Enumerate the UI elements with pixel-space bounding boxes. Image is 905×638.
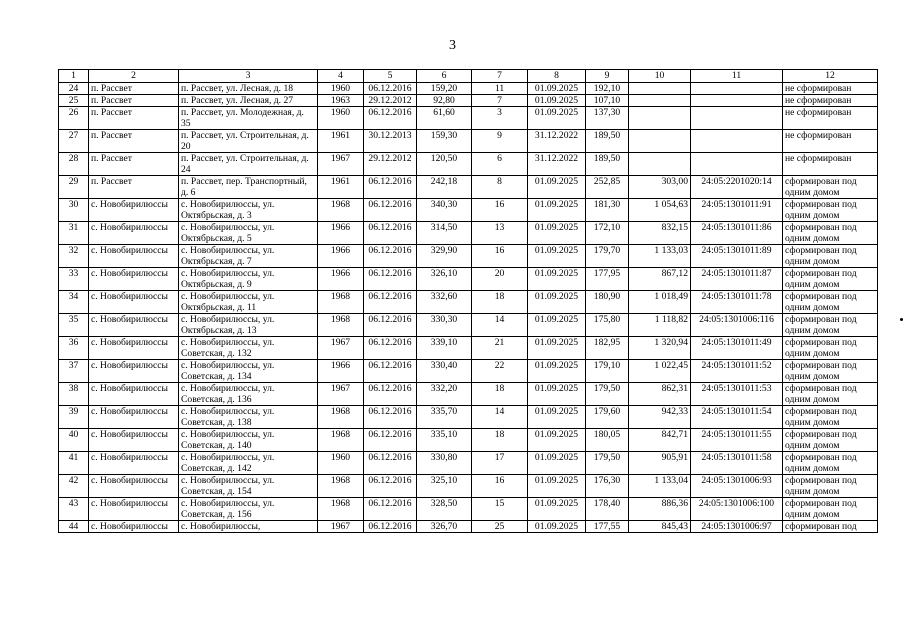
cell-settlement: с. Новобирилюссы — [89, 452, 179, 475]
cell-land-area: 942,33 — [629, 406, 691, 429]
cell-date: 06.12.2016 — [364, 199, 417, 222]
cell-settlement: с. Новобирилюссы — [89, 383, 179, 406]
cell-address: п. Рассвет, ул. Лесная, д. 18 — [179, 83, 318, 95]
cell-date: 01.09.2025 — [528, 498, 586, 521]
cell-status: сформирован под одним домом — [783, 383, 878, 406]
cell-date: 01.09.2025 — [528, 245, 586, 268]
cell-year: 1968 — [318, 291, 364, 314]
cell-number: 37 — [59, 360, 89, 383]
cell-cadastral — [691, 83, 783, 95]
cell-year: 1968 — [318, 199, 364, 222]
table-row — [59, 406, 878, 429]
cell-area: 332,60 — [417, 291, 472, 314]
cell-status: не сформирован — [783, 95, 878, 107]
cell-number: 26 — [59, 107, 89, 130]
cell-area: 335,70 — [417, 406, 472, 429]
cell-count: 15 — [472, 498, 528, 521]
cell-number: 36 — [59, 337, 89, 360]
cell-date: 01.09.2025 — [528, 452, 586, 475]
cell-land-area — [629, 130, 691, 153]
cell-value: 178,40 — [586, 498, 629, 521]
cell-address: с. Новобирилюссы, ул. Октябрьская, д. 13 — [179, 314, 318, 337]
column-header: 9 — [586, 70, 629, 83]
cell-date: 01.09.2025 — [528, 337, 586, 360]
cell-number: 35 — [59, 314, 89, 337]
cell-cadastral: 24:05:1301011:52 — [691, 360, 783, 383]
cell-status: не сформирован — [783, 130, 878, 153]
cell-date: 01.09.2025 — [528, 268, 586, 291]
cell-land-area: 1 118,82 — [629, 314, 691, 337]
table-row — [59, 245, 878, 268]
cell-status: сформирован под одним домом — [783, 245, 878, 268]
cell-date: 01.09.2025 — [528, 475, 586, 498]
cell-date: 01.09.2025 — [528, 360, 586, 383]
cell-year: 1966 — [318, 222, 364, 245]
cell-count: 6 — [472, 153, 528, 176]
cell-number: 31 — [59, 222, 89, 245]
cell-land-area: 1 022,45 — [629, 360, 691, 383]
cell-date: 06.12.2016 — [364, 521, 417, 533]
cell-area: 335,10 — [417, 429, 472, 452]
cell-land-area: 1 133,03 — [629, 245, 691, 268]
table-row — [59, 452, 878, 475]
cell-count: 18 — [472, 383, 528, 406]
page-number: 3 — [449, 38, 456, 53]
column-header: 12 — [783, 70, 878, 83]
cell-address: с. Новобирилюссы, ул. Советская, д. 140 — [179, 429, 318, 452]
cell-land-area: 842,71 — [629, 429, 691, 452]
cell-area: 340,30 — [417, 199, 472, 222]
cell-number: 34 — [59, 291, 89, 314]
cell-value: 182,95 — [586, 337, 629, 360]
cell-status: сформирован под одним домом — [783, 498, 878, 521]
cell-count: 14 — [472, 406, 528, 429]
column-header: 7 — [472, 70, 528, 83]
cell-year: 1968 — [318, 429, 364, 452]
cell-count: 18 — [472, 429, 528, 452]
cell-land-area: 862,31 — [629, 383, 691, 406]
cell-date: 06.12.2016 — [364, 245, 417, 268]
cell-status: сформирован под одним домом — [783, 337, 878, 360]
cell-address: с. Новобирилюссы, ул. Октябрьская, д. 11 — [179, 291, 318, 314]
cell-settlement: п. Рассвет — [89, 176, 179, 199]
cell-cadastral: 24:05:1301011:58 — [691, 452, 783, 475]
cell-year: 1967 — [318, 153, 364, 176]
cell-count: 21 — [472, 337, 528, 360]
cell-date: 29.12.2012 — [364, 95, 417, 107]
cell-area: 332,20 — [417, 383, 472, 406]
cell-status: не сформирован — [783, 83, 878, 95]
cell-status: сформирован под одним домом — [783, 222, 878, 245]
cell-land-area: 1 320,94 — [629, 337, 691, 360]
cell-year: 1968 — [318, 498, 364, 521]
table-row — [59, 291, 878, 314]
cell-address: с. Новобирилюссы, ул. Октябрьская, д. 9 — [179, 268, 318, 291]
cell-land-area: 1 018,49 — [629, 291, 691, 314]
cell-year: 1960 — [318, 452, 364, 475]
cell-area: 339,10 — [417, 337, 472, 360]
cell-cadastral — [691, 107, 783, 130]
cell-cadastral: 24:05:1301011:86 — [691, 222, 783, 245]
table-row — [59, 383, 878, 406]
cell-address: п. Рассвет, ул. Строительная, д. 24 — [179, 153, 318, 176]
cell-status: сформирован под одним домом — [783, 314, 878, 337]
cell-status: сформирован под одним домом — [783, 475, 878, 498]
cell-cadastral: 24:05:1301006:100 — [691, 498, 783, 521]
cell-date: 01.09.2025 — [528, 222, 586, 245]
cell-settlement: с. Новобирилюссы — [89, 429, 179, 452]
cell-date: 06.12.2016 — [364, 83, 417, 95]
cell-area: 329,90 — [417, 245, 472, 268]
cell-value: 252,85 — [586, 176, 629, 199]
cell-number: 32 — [59, 245, 89, 268]
cell-address: с. Новобирилюссы, ул. Советская, д. 154 — [179, 475, 318, 498]
cell-number: 27 — [59, 130, 89, 153]
cell-settlement: п. Рассвет — [89, 153, 179, 176]
cell-address: с. Новобирилюссы, ул. Советская, д. 134 — [179, 360, 318, 383]
cell-status: сформирован под одним домом — [783, 360, 878, 383]
cell-status: сформирован под одним домом — [783, 176, 878, 199]
cell-land-area: 905,91 — [629, 452, 691, 475]
cell-cadastral: 24:05:1301011:53 — [691, 383, 783, 406]
table-row — [59, 83, 878, 95]
cell-date: 06.12.2016 — [364, 107, 417, 130]
cell-number: 25 — [59, 95, 89, 107]
cell-cadastral: 24:05:1301011:49 — [691, 337, 783, 360]
table-row — [59, 130, 878, 153]
cell-status: сформирован под одним домом — [783, 199, 878, 222]
cell-year: 1967 — [318, 521, 364, 533]
cell-settlement: с. Новобирилюссы — [89, 337, 179, 360]
cell-cadastral: 24:05:1301011:89 — [691, 245, 783, 268]
cell-settlement: п. Рассвет — [89, 83, 179, 95]
column-header: 2 — [89, 70, 179, 83]
table-header-row — [59, 70, 878, 83]
cell-address: п. Рассвет, ул. Лесная, д. 27 — [179, 95, 318, 107]
cell-address: п. Рассвет, пер. Транспортный, д. 6 — [179, 176, 318, 199]
cell-settlement: п. Рассвет — [89, 107, 179, 130]
cell-land-area: 1 133,04 — [629, 475, 691, 498]
column-header: 11 — [691, 70, 783, 83]
cell-cadastral: 24:05:1301006:93 — [691, 475, 783, 498]
cell-status: не сформирован — [783, 153, 878, 176]
cell-value: 180,90 — [586, 291, 629, 314]
cell-address: с. Новобирилюссы, ул. Советская, д. 132 — [179, 337, 318, 360]
cell-year: 1967 — [318, 337, 364, 360]
cell-count: 9 — [472, 130, 528, 153]
cell-settlement: с. Новобирилюссы — [89, 314, 179, 337]
cell-settlement: с. Новобирилюссы — [89, 521, 179, 533]
cell-count: 8 — [472, 176, 528, 199]
cell-area: 314,50 — [417, 222, 472, 245]
cell-date: 06.12.2016 — [364, 360, 417, 383]
column-header: 3 — [179, 70, 318, 83]
cell-settlement: п. Рассвет — [89, 130, 179, 153]
cell-settlement: с. Новобирилюссы — [89, 360, 179, 383]
cell-area: 325,10 — [417, 475, 472, 498]
cell-value: 177,55 — [586, 521, 629, 533]
cell-date: 06.12.2016 — [364, 406, 417, 429]
cell-address: п. Рассвет, ул. Строительная, д. 20 — [179, 130, 318, 153]
table-row — [59, 107, 878, 130]
cell-year: 1967 — [318, 383, 364, 406]
column-header: 1 — [59, 70, 89, 83]
cell-settlement: с. Новобирилюссы — [89, 406, 179, 429]
cell-value: 176,30 — [586, 475, 629, 498]
column-header: 10 — [629, 70, 691, 83]
cell-year: 1968 — [318, 475, 364, 498]
cell-date: 01.09.2025 — [528, 314, 586, 337]
cell-address: с. Новобирилюссы, — [179, 521, 318, 533]
cell-number: 39 — [59, 406, 89, 429]
cell-count: 16 — [472, 245, 528, 268]
housing-registry-table — [58, 69, 878, 533]
cell-land-area — [629, 83, 691, 95]
cell-date: 30.12.2013 — [364, 130, 417, 153]
cell-date: 06.12.2016 — [364, 475, 417, 498]
cell-date: 31.12.2022 — [528, 130, 586, 153]
cell-date: 01.09.2025 — [528, 521, 586, 533]
cell-value: 189,50 — [586, 130, 629, 153]
cell-area: 326,10 — [417, 268, 472, 291]
cell-date: 06.12.2016 — [364, 498, 417, 521]
scan-speck — [900, 318, 903, 321]
cell-cadastral: 24:05:1301011:78 — [691, 291, 783, 314]
cell-date: 06.12.2016 — [364, 222, 417, 245]
cell-cadastral: 24:05:1301011:55 — [691, 429, 783, 452]
cell-date: 01.09.2025 — [528, 406, 586, 429]
table-row — [59, 475, 878, 498]
cell-cadastral: 24:05:1301011:87 — [691, 268, 783, 291]
cell-count: 22 — [472, 360, 528, 383]
cell-count: 13 — [472, 222, 528, 245]
column-header: 5 — [364, 70, 417, 83]
table-row — [59, 521, 878, 533]
cell-date: 06.12.2016 — [364, 337, 417, 360]
cell-area: 328,50 — [417, 498, 472, 521]
cell-settlement: с. Новобирилюссы — [89, 475, 179, 498]
cell-number: 43 — [59, 498, 89, 521]
cell-year: 1963 — [318, 95, 364, 107]
cell-value: 179,60 — [586, 406, 629, 429]
cell-number: 38 — [59, 383, 89, 406]
cell-year: 1961 — [318, 130, 364, 153]
cell-land-area: 845,43 — [629, 521, 691, 533]
cell-year: 1966 — [318, 360, 364, 383]
cell-count: 16 — [472, 199, 528, 222]
cell-value: 192,10 — [586, 83, 629, 95]
cell-cadastral: 24:05:1301006:116 — [691, 314, 783, 337]
table-row — [59, 153, 878, 176]
cell-area: 159,30 — [417, 130, 472, 153]
table-row — [59, 176, 878, 199]
cell-year: 1966 — [318, 245, 364, 268]
cell-cadastral: 24:05:2201020:14 — [691, 176, 783, 199]
cell-date: 06.12.2016 — [364, 383, 417, 406]
cell-cadastral: 24:05:1301006:97 — [691, 521, 783, 533]
cell-number: 33 — [59, 268, 89, 291]
cell-count: 16 — [472, 475, 528, 498]
cell-settlement: п. Рассвет — [89, 95, 179, 107]
cell-date: 06.12.2016 — [364, 314, 417, 337]
cell-address: с. Новобирилюссы, ул. Октябрьская, д. 7 — [179, 245, 318, 268]
cell-area: 92,80 — [417, 95, 472, 107]
column-header: 6 — [417, 70, 472, 83]
cell-address: с. Новобирилюссы, ул. Октябрьская, д. 3 — [179, 199, 318, 222]
cell-date: 06.12.2016 — [364, 268, 417, 291]
cell-status: сформирован под одним домом — [783, 291, 878, 314]
cell-cadastral — [691, 95, 783, 107]
cell-count: 20 — [472, 268, 528, 291]
table-row — [59, 95, 878, 107]
table-row — [59, 498, 878, 521]
cell-count: 7 — [472, 95, 528, 107]
cell-value: 181,30 — [586, 199, 629, 222]
table-row — [59, 314, 878, 337]
table-row — [59, 429, 878, 452]
cell-land-area: 1 054,63 — [629, 199, 691, 222]
column-header: 4 — [318, 70, 364, 83]
cell-date: 31.12.2022 — [528, 153, 586, 176]
cell-value: 179,50 — [586, 452, 629, 475]
cell-date: 06.12.2016 — [364, 291, 417, 314]
cell-cadastral — [691, 153, 783, 176]
cell-date: 06.12.2016 — [364, 429, 417, 452]
cell-area: 159,20 — [417, 83, 472, 95]
cell-value: 179,10 — [586, 360, 629, 383]
cell-land-area: 867,12 — [629, 268, 691, 291]
cell-area: 326,70 — [417, 521, 472, 533]
cell-value: 189,50 — [586, 153, 629, 176]
cell-settlement: с. Новобирилюссы — [89, 268, 179, 291]
cell-area: 61,60 — [417, 107, 472, 130]
cell-year: 1960 — [318, 107, 364, 130]
cell-year: 1960 — [318, 83, 364, 95]
cell-count: 14 — [472, 314, 528, 337]
cell-number: 44 — [59, 521, 89, 533]
cell-settlement: с. Новобирилюссы — [89, 222, 179, 245]
cell-status: сформирован под одним домом — [783, 268, 878, 291]
cell-date: 06.12.2016 — [364, 176, 417, 199]
table-row — [59, 268, 878, 291]
cell-land-area — [629, 153, 691, 176]
cell-year: 1968 — [318, 406, 364, 429]
cell-value: 137,30 — [586, 107, 629, 130]
cell-value: 179,70 — [586, 245, 629, 268]
cell-number: 24 — [59, 83, 89, 95]
cell-cadastral: 24:05:1301011:54 — [691, 406, 783, 429]
cell-land-area: 886,36 — [629, 498, 691, 521]
cell-date: 01.09.2025 — [528, 429, 586, 452]
cell-count: 18 — [472, 291, 528, 314]
cell-cadastral: 24:05:1301011:91 — [691, 199, 783, 222]
cell-count: 3 — [472, 107, 528, 130]
table-row — [59, 199, 878, 222]
cell-status: сформирован под одним домом — [783, 406, 878, 429]
cell-area: 330,30 — [417, 314, 472, 337]
cell-value: 107,10 — [586, 95, 629, 107]
cell-land-area — [629, 95, 691, 107]
cell-count: 11 — [472, 83, 528, 95]
cell-settlement: с. Новобирилюссы — [89, 291, 179, 314]
cell-value: 175,80 — [586, 314, 629, 337]
cell-number: 40 — [59, 429, 89, 452]
cell-number: 41 — [59, 452, 89, 475]
cell-land-area — [629, 107, 691, 130]
cell-area: 330,80 — [417, 452, 472, 475]
table-row — [59, 360, 878, 383]
cell-area: 120,50 — [417, 153, 472, 176]
table-row — [59, 337, 878, 360]
cell-year: 1961 — [318, 176, 364, 199]
cell-date: 01.09.2025 — [528, 95, 586, 107]
cell-address: с. Новобирилюссы, ул. Советская, д. 138 — [179, 406, 318, 429]
cell-number: 28 — [59, 153, 89, 176]
cell-address: с. Новобирилюссы, ул. Советская, д. 136 — [179, 383, 318, 406]
cell-date: 01.09.2025 — [528, 291, 586, 314]
cell-date: 01.09.2025 — [528, 199, 586, 222]
cell-year: 1966 — [318, 268, 364, 291]
cell-number: 29 — [59, 176, 89, 199]
cell-address: с. Новобирилюссы, ул. Советская, д. 156 — [179, 498, 318, 521]
cell-year: 1968 — [318, 314, 364, 337]
cell-status: не сформирован — [783, 107, 878, 130]
cell-status: сформирован под одним домом — [783, 429, 878, 452]
cell-value: 180,05 — [586, 429, 629, 452]
cell-value: 172,10 — [586, 222, 629, 245]
cell-date: 06.12.2016 — [364, 452, 417, 475]
cell-settlement: с. Новобирилюссы — [89, 199, 179, 222]
cell-value: 177,95 — [586, 268, 629, 291]
cell-value: 179,50 — [586, 383, 629, 406]
cell-date: 01.09.2025 — [528, 107, 586, 130]
table-row — [59, 222, 878, 245]
cell-land-area: 303,00 — [629, 176, 691, 199]
cell-date: 01.09.2025 — [528, 176, 586, 199]
cell-address: с. Новобирилюссы, ул. Октябрьская, д. 5 — [179, 222, 318, 245]
cell-address: с. Новобирилюссы, ул. Советская, д. 142 — [179, 452, 318, 475]
cell-settlement: с. Новобирилюссы — [89, 245, 179, 268]
cell-area: 242,18 — [417, 176, 472, 199]
cell-address: п. Рассвет, ул. Молодежная, д. 35 — [179, 107, 318, 130]
cell-cadastral — [691, 130, 783, 153]
cell-date: 01.09.2025 — [528, 83, 586, 95]
cell-status: сформирован под — [783, 521, 878, 533]
cell-number: 30 — [59, 199, 89, 222]
cell-status: сформирован под одним домом — [783, 452, 878, 475]
cell-settlement: с. Новобирилюссы — [89, 498, 179, 521]
column-header: 8 — [528, 70, 586, 83]
cell-date: 01.09.2025 — [528, 383, 586, 406]
cell-count: 25 — [472, 521, 528, 533]
cell-land-area: 832,15 — [629, 222, 691, 245]
cell-number: 42 — [59, 475, 89, 498]
cell-date: 29.12.2012 — [364, 153, 417, 176]
cell-count: 17 — [472, 452, 528, 475]
cell-area: 330,40 — [417, 360, 472, 383]
